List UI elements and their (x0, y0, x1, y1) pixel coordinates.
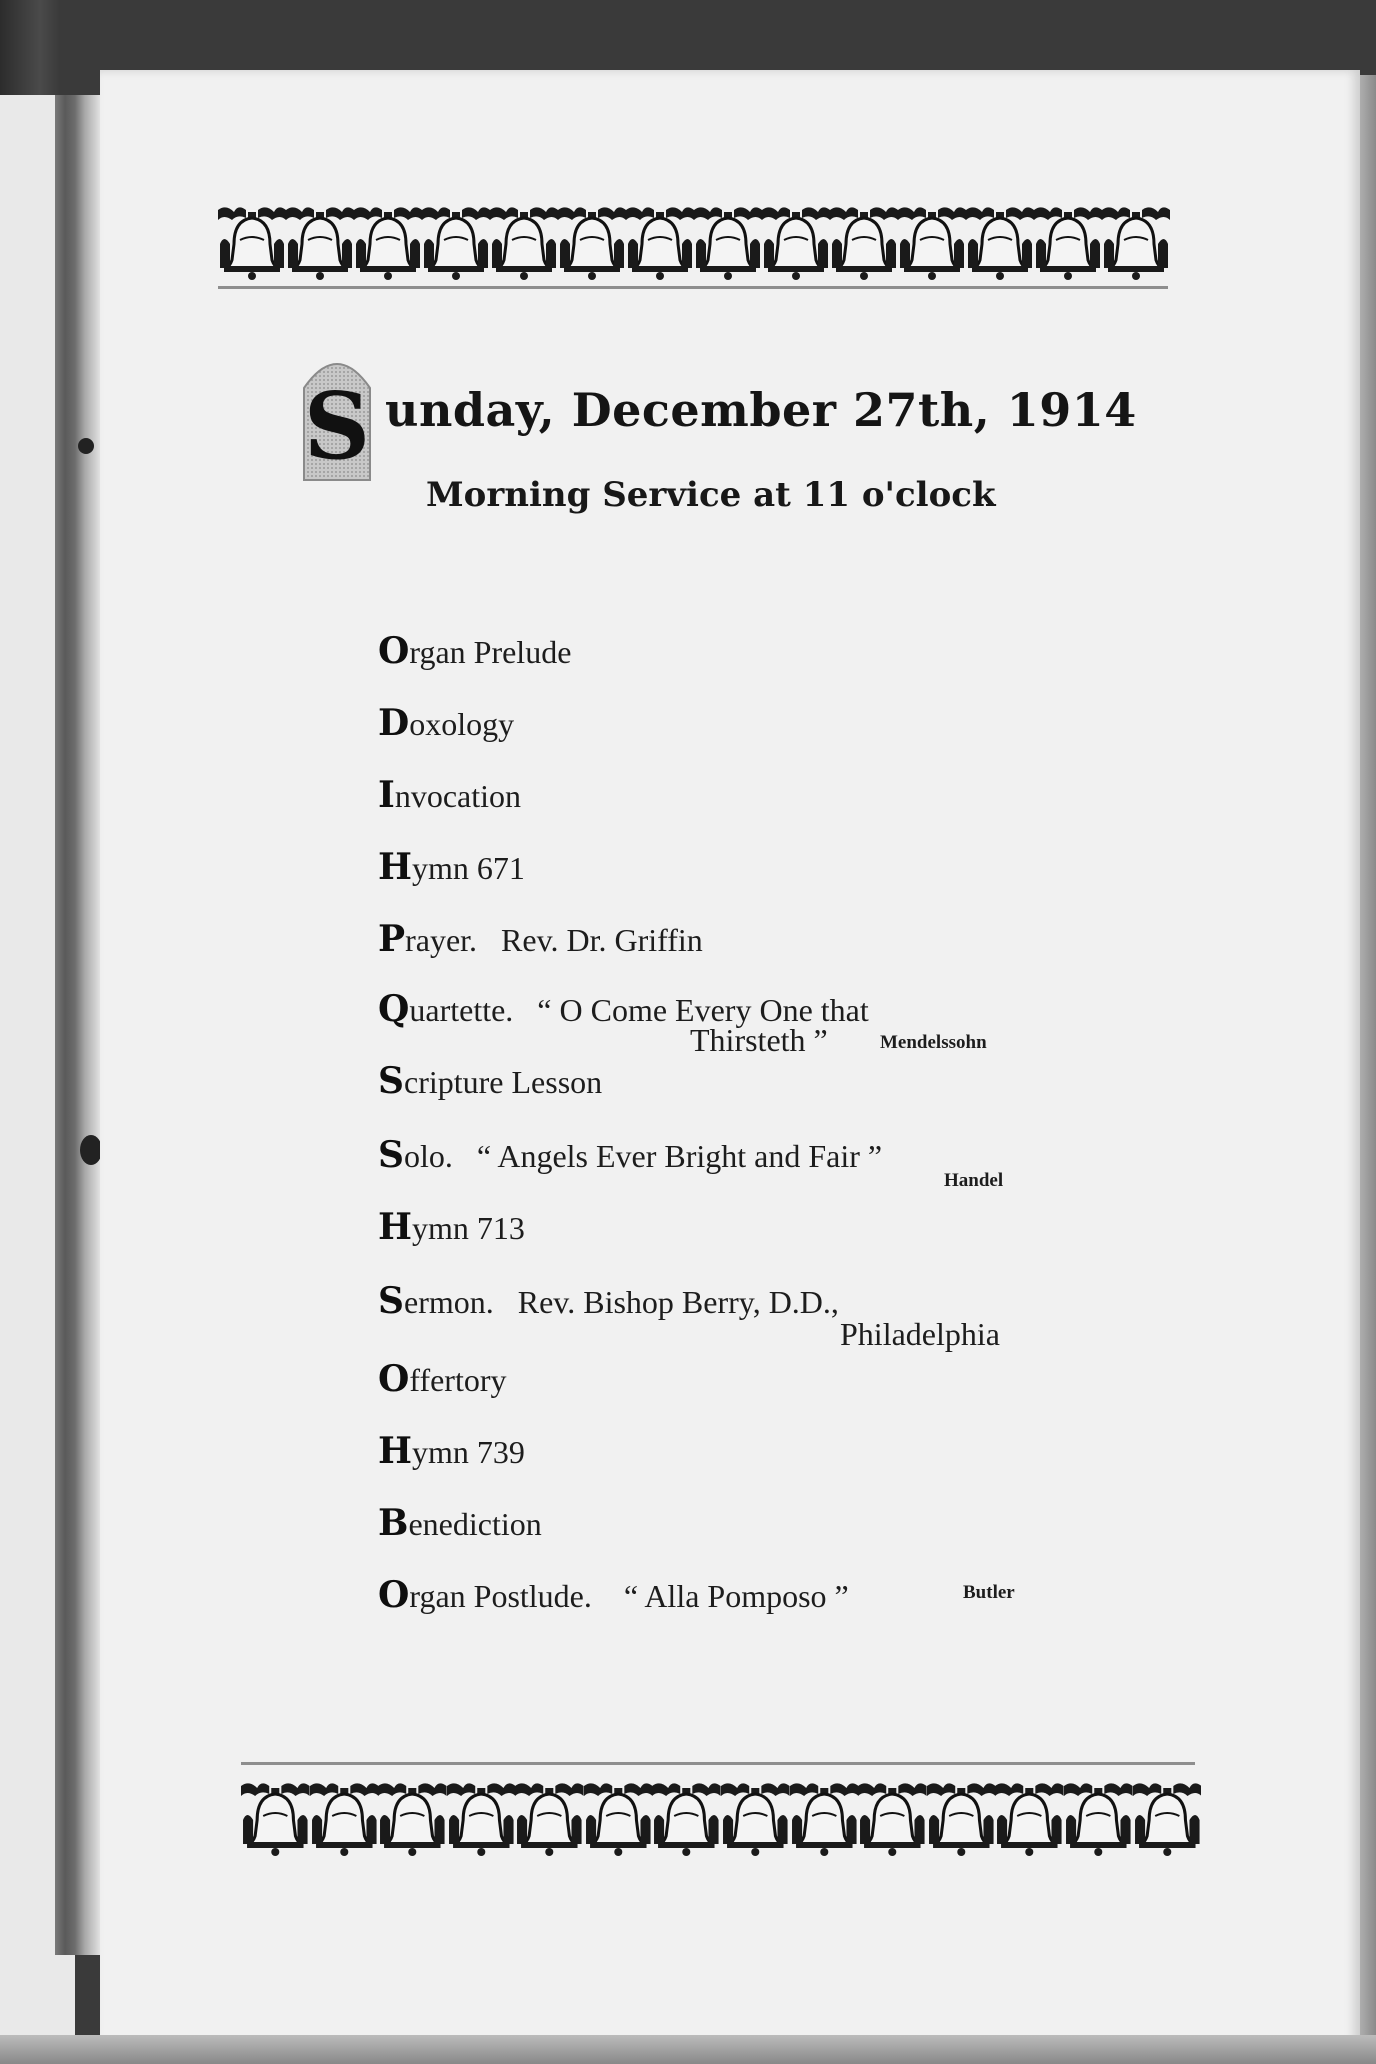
drop-cap-letter: S (303, 372, 371, 480)
solo-composer: Handel (944, 1170, 1004, 1191)
item-initial: O (378, 1358, 410, 1400)
bell-icon (694, 204, 762, 282)
item-label: ffertory (409, 1362, 507, 1398)
binding-stitch (80, 1135, 102, 1165)
bell-icon (721, 1780, 790, 1858)
item-initial: P (378, 918, 406, 960)
bottom-bell-border (241, 1780, 1201, 1858)
item-initial: S (378, 1134, 404, 1176)
quartette-detail-line-2: Thirsteth ” (690, 1022, 828, 1058)
top-rule (218, 286, 1168, 289)
bell-icon (310, 1780, 379, 1858)
item-label: rgan Prelude (409, 634, 572, 670)
item-label: ermon. (404, 1284, 494, 1320)
program-item-hymn-713 (378, 1206, 525, 1248)
item-label: nvocation (394, 778, 522, 814)
bell-icon (1133, 1780, 1202, 1858)
bell-icon (898, 204, 966, 282)
postlude-composer: Butler (963, 1582, 1015, 1603)
binding-stitch (78, 438, 94, 454)
bell-icon (378, 1780, 447, 1858)
item-detail: “ Angels Ever Bright and Fair ” (476, 1138, 883, 1174)
item-detail: “ O Come Every One that (537, 992, 869, 1028)
item-label: ymn 739 (412, 1434, 525, 1470)
program-item-hymn-739 (378, 1430, 525, 1472)
item-initial: O (378, 630, 410, 672)
bell-icon (927, 1780, 996, 1858)
bell-icon (626, 204, 694, 282)
service-subtitle: Morning Service at 11 o'clock (426, 475, 996, 515)
bottom-rule (241, 1762, 1195, 1765)
item-initial: O (378, 1574, 410, 1616)
item-initial: Q (378, 988, 410, 1030)
program-item-organ-prelude (378, 630, 571, 672)
item-label: uartette. (409, 992, 514, 1028)
item-label: enediction (408, 1506, 542, 1542)
bell-icon (422, 204, 490, 282)
item-label: rgan Postlude. (409, 1578, 592, 1614)
bell-icon (558, 204, 626, 282)
drop-cap-ornament (302, 346, 372, 482)
item-initial: S (378, 1060, 404, 1102)
item-detail: “ Alla Pomposo ” (623, 1578, 849, 1614)
page-title: unday, December 27th, 1914 (385, 383, 1137, 437)
bell-icon (218, 204, 286, 282)
program-item-benediction (378, 1502, 542, 1544)
item-detail: Rev. Bishop Berry, D.D., (517, 1284, 839, 1320)
item-label: ymn 671 (412, 850, 525, 886)
program-item-solo (378, 1134, 882, 1176)
item-initial: H (378, 846, 413, 888)
program-item-hymn-671 (378, 846, 525, 888)
bell-icon (515, 1780, 584, 1858)
bell-icon (1064, 1780, 1133, 1858)
program-item-organ-postlude (378, 1574, 849, 1616)
bell-icon (858, 1780, 927, 1858)
bell-icon (966, 204, 1034, 282)
program-item-doxology (378, 702, 514, 744)
bell-icon (762, 204, 830, 282)
sermon-detail-line-2: Philadelphia (840, 1316, 1000, 1352)
program-item-invocation (378, 774, 521, 816)
item-label: cripture Lesson (404, 1064, 603, 1100)
bell-icon (447, 1780, 516, 1858)
scan-bottom-shadow (0, 2035, 1376, 2064)
bell-icon (490, 204, 558, 282)
quartette-composer: Mendelssohn (880, 1032, 987, 1053)
bell-icon (1034, 204, 1102, 282)
bell-icon (652, 1780, 721, 1858)
item-initial: H (378, 1430, 413, 1472)
item-detail: Rev. Dr. Griffin (501, 922, 703, 958)
bell-icon (995, 1780, 1064, 1858)
bell-icon (241, 1780, 310, 1858)
bell-icon (286, 204, 354, 282)
program-item-sermon (378, 1280, 839, 1322)
item-initial: B (378, 1502, 409, 1544)
bell-icon (790, 1780, 859, 1858)
book-binding (55, 95, 103, 1955)
item-initial: D (378, 702, 410, 744)
program-item-prayer (378, 918, 703, 960)
bell-icon (354, 204, 422, 282)
item-label: olo. (404, 1138, 453, 1174)
item-initial: S (378, 1280, 404, 1322)
bell-icon (584, 1780, 653, 1858)
top-bell-border (218, 204, 1170, 282)
item-label: ymn 713 (412, 1210, 525, 1246)
item-initial: I (378, 774, 395, 816)
program-item-offertory (378, 1358, 507, 1400)
program-item-scripture-lesson (378, 1060, 602, 1102)
bell-icon (1102, 204, 1170, 282)
item-initial: H (378, 1206, 413, 1248)
bell-icon (830, 204, 898, 282)
item-label: oxology (409, 706, 515, 742)
item-label: rayer. (405, 922, 478, 958)
